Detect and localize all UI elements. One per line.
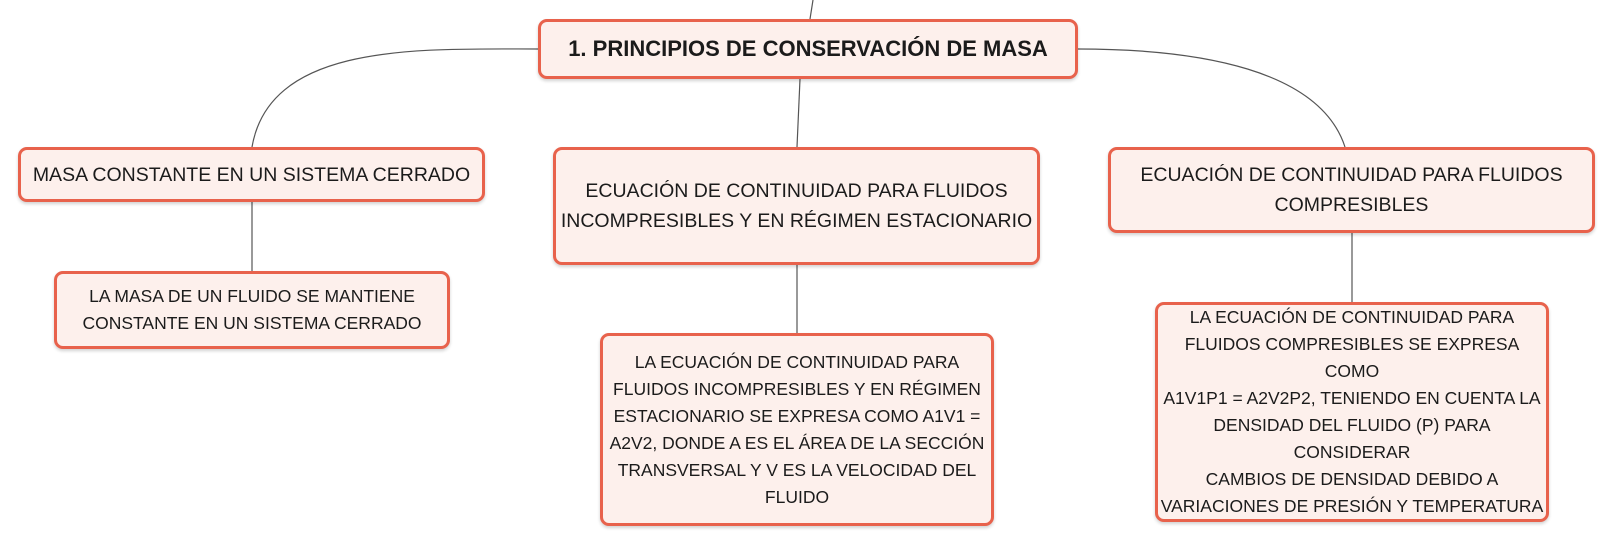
topic-masa-constante[interactable] <box>18 147 485 202</box>
subtopic-masa-constante-detail[interactable] <box>54 271 450 349</box>
topic-continuidad-compresibles[interactable] <box>1108 147 1595 233</box>
subtopic-incompresibles-detail[interactable] <box>600 333 994 526</box>
subtopic-compresibles-detail[interactable] <box>1155 302 1549 522</box>
topic-continuidad-incompresibles[interactable] <box>553 147 1040 265</box>
subtopic-incompresibles-detail-text: LA ECUACIÓN DE CONTINUIDAD PARA FLUIDOS INCOMPRESIBLES Y EN RÉGIMEN ESTACIONARIO SE EXPRESA COMO A1V1 = A2V2, DONDE A ES EL ÁREA DE LA SECCIÓN TRANSVERSAL Y V ES LA VELOCIDAD DEL FLUIDO <box>609 351 985 507</box>
topic-continuidad-incompresibles-label: ECUACIÓN DE CONTINUIDAD PARA FLUIDOS INCOMPRESIBLES Y EN RÉGIMEN ESTACIONARIO <box>560 180 1033 232</box>
root-topic-label: 1. PRINCIPIOS DE CONSERVACIÓN DE MASA <box>568 36 1048 61</box>
topic-continuidad-compresibles-label: ECUACIÓN DE CONTINUIDAD PARA FLUIDOS COMPRESIBLES <box>1140 164 1563 216</box>
connector-parent-to-root <box>810 0 813 19</box>
connector-root-to-mid <box>797 79 800 147</box>
connector-root-to-left <box>252 49 538 147</box>
root-topic[interactable] <box>538 19 1078 79</box>
subtopic-masa-constante-detail-text: LA MASA DE UN FLUIDO SE MANTIENE CONSTANTE EN UN SISTEMA CERRADO <box>82 286 422 333</box>
subtopic-compresibles-detail-text: LA ECUACIÓN DE CONTINUIDAD PARA FLUIDOS COMPRESIBLES SE EXPRESA COMO A1V1P1 = A2V2P2, TENIENDO EN CUENTA LA DENSIDAD DEL FLUIDO (P) PARA CONSIDERAR CAMBIOS DE DENSIDAD DEBIDO A VARIACIONES DE PRESIÓN Y TEMPERATURA <box>1160 307 1544 516</box>
connector-root-to-right <box>1078 49 1345 147</box>
topic-masa-constante-label: MASA CONSTANTE EN UN SISTEMA CERRADO <box>32 163 471 186</box>
